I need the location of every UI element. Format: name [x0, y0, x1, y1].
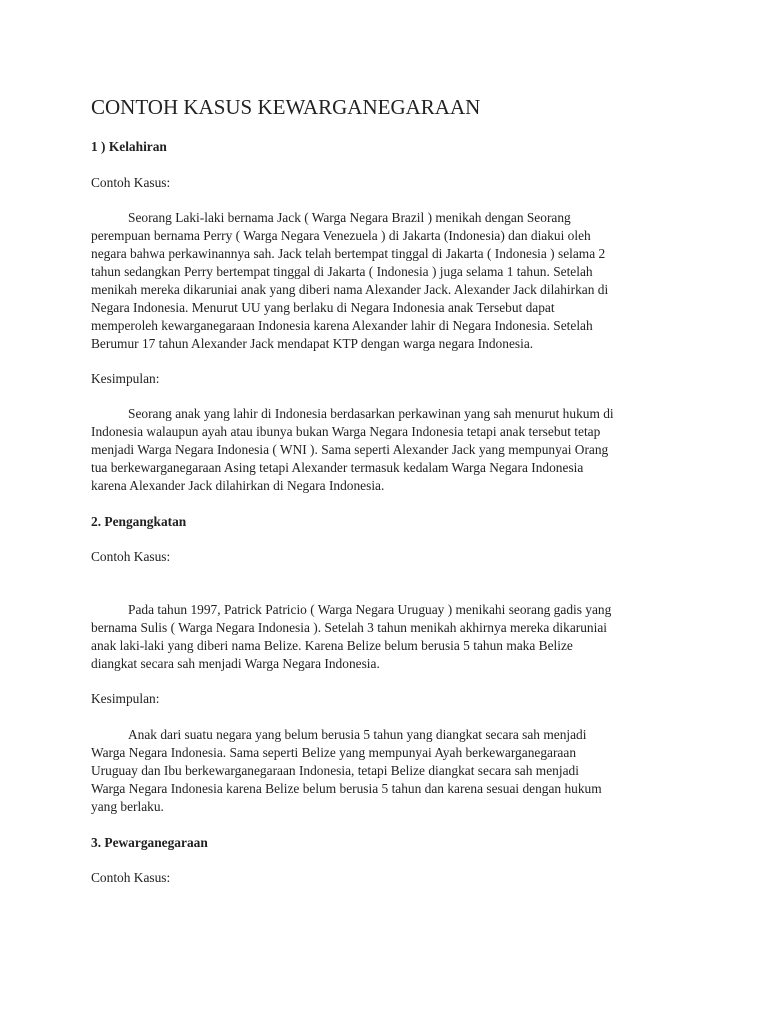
conclusion-label-pengangkatan: Kesimpulan: [91, 691, 160, 706]
case-paragraph-pengangkatan [91, 601, 676, 673]
case-paragraph-kelahiran [91, 209, 676, 353]
text-line: Seorang Laki-laki bernama Jack ( Warga Negara Brazil ) menikah dengan Seorang [128, 210, 571, 225]
conclusion-label-kelahiran: Kesimpulan: [91, 371, 160, 386]
text-line: Berumur 17 tahun Alexander Jack mendapat KTP dengan warga negara Indonesia. [91, 336, 534, 351]
conclusion-paragraph-pengangkatan [91, 726, 676, 816]
text-line: tua berkewarganegaraan Asing tetapi Alexander termasuk kedalam Warga Negara Indonesia [91, 460, 584, 475]
text-line: Uruguay dan Ibu berkewarganegaraan Indonesia, tetapi Belize diangkat secara sah menjadi [91, 763, 579, 778]
section-heading-kelahiran: 1 ) Kelahiran [91, 139, 167, 154]
case-label-kelahiran: Contoh Kasus: [91, 175, 171, 190]
case-label-pengangkatan: Contoh Kasus: [91, 549, 171, 564]
text-line: yang berlaku. [91, 799, 164, 814]
section-heading-pewarganegaraan: 3. Pewarganegaraan [91, 835, 208, 850]
text-line: karena Alexander Jack dilahirkan di Negara Indonesia. [91, 478, 385, 493]
text-line: bernama Sulis ( Warga Negara Indonesia ). Setelah 3 tahun menikah akhirnya mereka dikaruniai [91, 620, 608, 635]
text-line: memperoleh kewarganegaraan Indonesia karena Alexander lahir di Negara Indonesia. Setelah [91, 318, 593, 333]
text-line: diangkat secara sah menjadi Warga Negara Indonesia. [91, 656, 380, 671]
text-line: Anak dari suatu negara yang belum berusia 5 tahun yang diangkat secara sah menjadi [128, 727, 587, 742]
document-title: CONTOH KASUS KEWARGANEGARAAN [91, 95, 481, 119]
case-label-pewarganegaraan: Contoh Kasus: [91, 870, 171, 885]
text-line: anak laki-laki yang diberi nama Belize. Karena Belize belum berusia 5 tahun maka Belize [91, 638, 573, 653]
text-line: tahun sedangkan Perry bertempat tinggal di Jakarta ( Indonesia ) juga selama 1 tahun. Setelah [91, 264, 593, 279]
text-line: negara bahwa perkawinannya sah. Jack telah bertempat tinggal di Jakarta ( Indonesia ) selama 2 [91, 246, 606, 261]
text-line: Indonesia walaupun ayah atau ibunya bukan Warga Negara Indonesia tetapi anak tersebut tetap [91, 424, 601, 439]
text-line: Negara Indonesia. Menurut UU yang berlaku di Negara Indonesia anak Tersebut dapat [91, 300, 555, 315]
text-line: perempuan bernama Perry ( Warga Negara Venezuela ) di Jakarta (Indonesia) dan diakui oleh [91, 228, 591, 243]
text-line: Pada tahun 1997, Patrick Patricio ( Warga Negara Uruguay ) menikahi seorang gadis yang [128, 602, 612, 617]
text-line: Seorang anak yang lahir di Indonesia berdasarkan perkawinan yang sah menurut hukum di [128, 406, 614, 421]
text-line: Warga Negara Indonesia karena Belize belum berusia 5 tahun dan karena sesuai dengan hukum [91, 781, 602, 796]
text-line: Warga Negara Indonesia. Sama seperti Belize yang mempunyai Ayah berkewarganegaraan [91, 745, 577, 760]
section-heading-pengangkatan: 2. Pengangkatan [91, 514, 187, 529]
conclusion-paragraph-kelahiran [91, 405, 676, 495]
text-line: menjadi Warga Negara Indonesia ( WNI ). Sama seperti Alexander Jack yang mempunyai Orang [91, 442, 609, 457]
text-line: menikah mereka dikaruniai anak yang diberi nama Alexander Jack. Alexander Jack dilahirkan di [91, 282, 609, 297]
